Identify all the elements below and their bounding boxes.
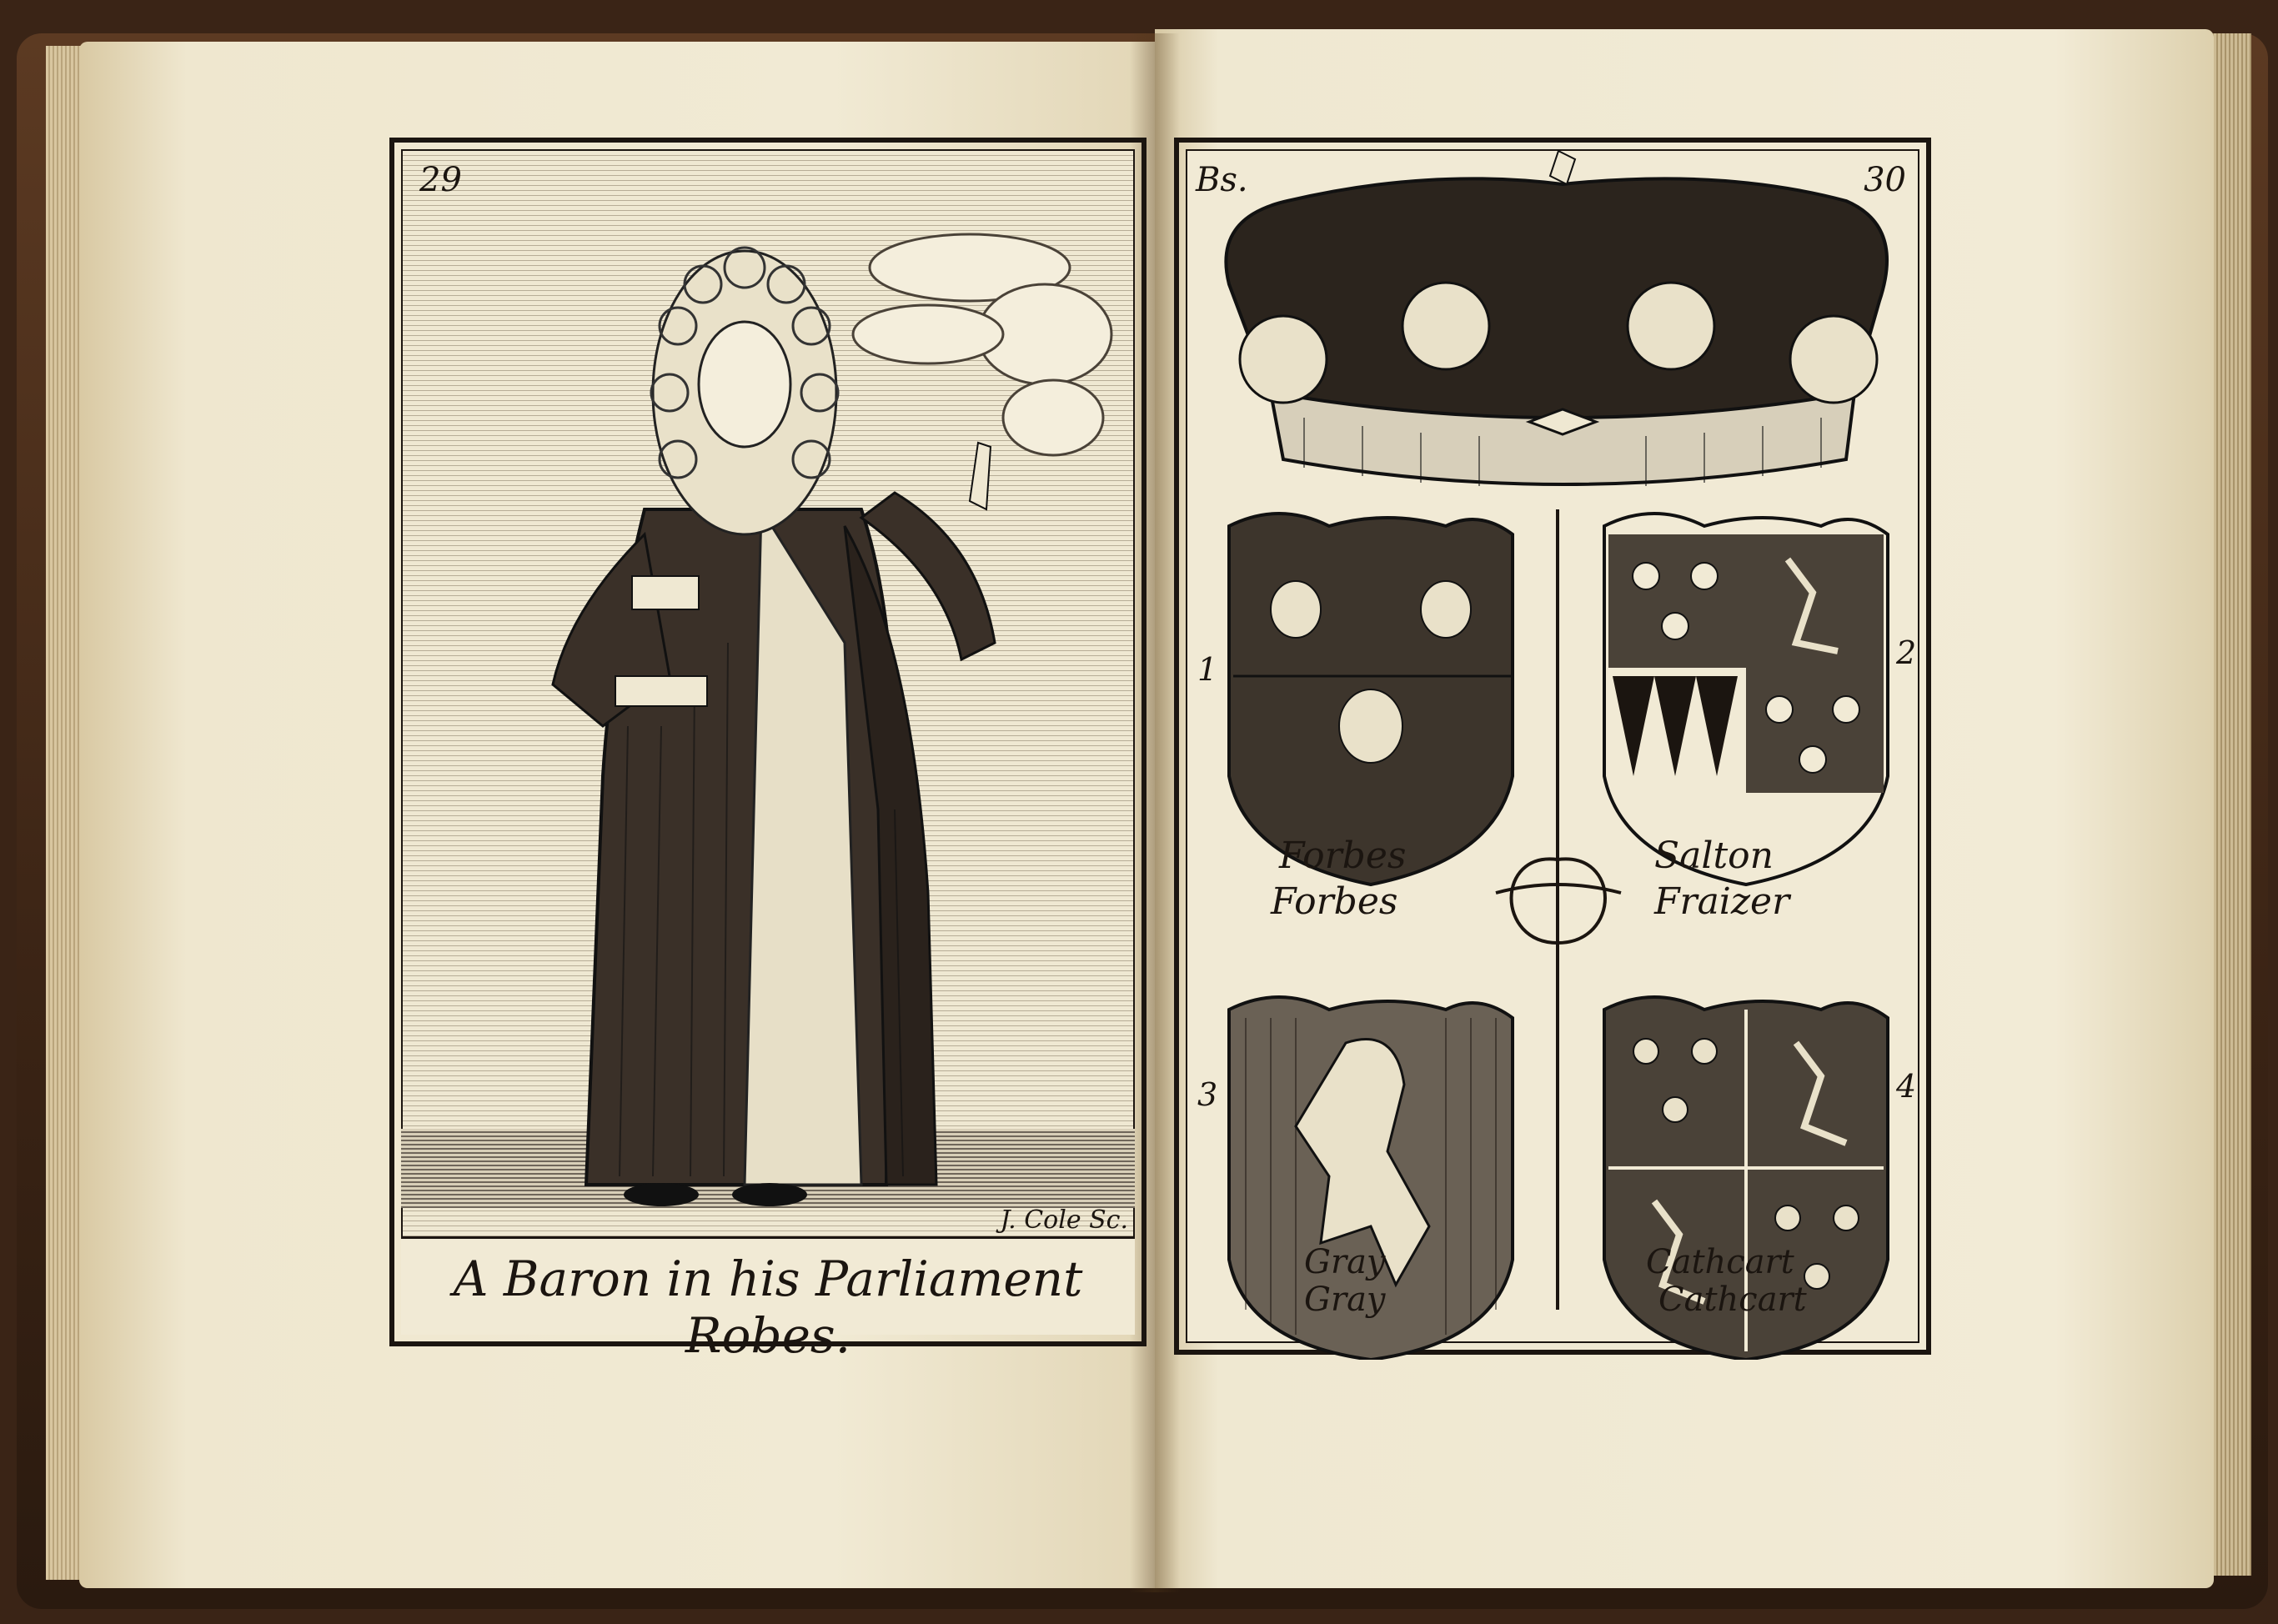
- shield-title-4: Cathcart: [1646, 1243, 1794, 1281]
- baron-figure: [394, 143, 1152, 1351]
- series-mark: Bs.: [1196, 161, 1248, 199]
- shield-number-1: 1: [1197, 651, 1218, 688]
- shield-name-1: Forbes: [1271, 880, 1398, 923]
- baron-plate: [389, 138, 1147, 1364]
- cloud: [853, 234, 1111, 455]
- shield-name-3: Gray: [1304, 1281, 1386, 1319]
- shield-name-4: Cathcart: [1658, 1281, 1807, 1319]
- shield-number-2: 2: [1896, 634, 1917, 671]
- caption-panel: [401, 1236, 1135, 1364]
- center-flourish: [1496, 509, 1621, 1310]
- engraver-signature: J. Cole Sc.: [1000, 1205, 1128, 1235]
- shield-title-3: Gray: [1304, 1243, 1386, 1281]
- plate-number-right: 30: [1864, 161, 1906, 199]
- shield-forbes-icon: [1229, 514, 1513, 885]
- heraldry-artwork: [1179, 143, 1936, 1360]
- plate-number-left: 29: [419, 161, 462, 199]
- shield-name-2: Fraizer: [1654, 880, 1790, 923]
- shield-title-2: Salton: [1654, 835, 1774, 877]
- heraldry-plate: [1174, 138, 1931, 1355]
- baron-coronet-icon: [1226, 151, 1887, 486]
- shield-number-3: 3: [1197, 1076, 1218, 1113]
- plate-caption: A Baron in his Parliament Robes.: [453, 1251, 1083, 1364]
- shield-number-4: 4: [1896, 1068, 1917, 1105]
- shield-title-1: Forbes: [1279, 835, 1407, 877]
- shield-salton-icon: [1604, 514, 1888, 885]
